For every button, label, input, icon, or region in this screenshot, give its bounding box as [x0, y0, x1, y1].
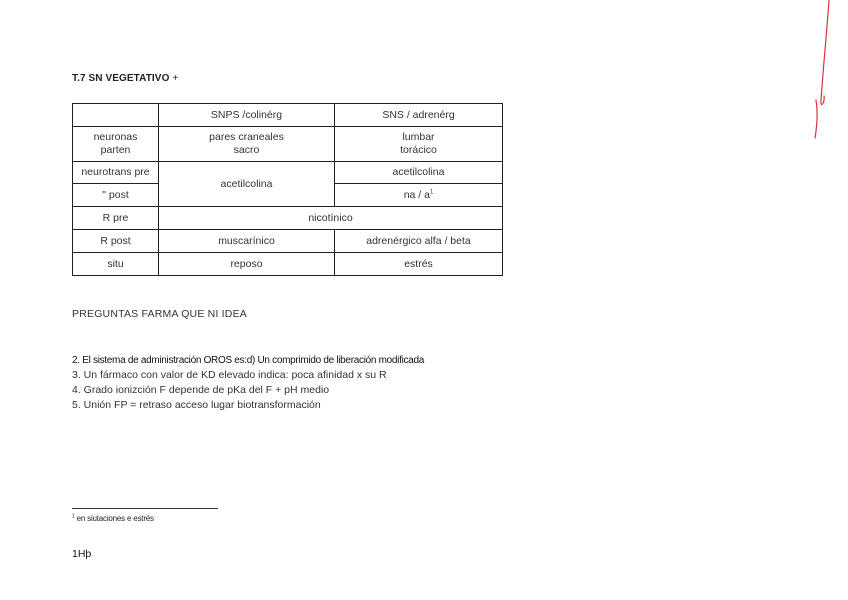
- header-cell-snps: SNPS /colinérg: [159, 104, 335, 127]
- title-mark: +: [172, 73, 179, 84]
- question-item: 2. El sistema de administración OROS es:d) Un comprimido de liberación modificada: [72, 355, 424, 366]
- handwritten-bracket-mark: [805, 0, 835, 140]
- question-item: 4. Grado ionizción F depende de pKa del F + pH medio: [72, 384, 330, 396]
- row-label-r-post: R post: [73, 230, 159, 253]
- cell-line: pares craneales: [209, 131, 284, 143]
- questions-list: [72, 353, 424, 413]
- question-item: 3. Un fármaco con valor de KD elevado indica: poca afinidad x su R: [72, 369, 387, 381]
- page-identifier: 1Hþ: [72, 548, 92, 560]
- table-row-neuronas: [73, 127, 503, 162]
- table-row-neurotrans-pre: [73, 162, 503, 184]
- header-cell-sns: SNS / adrenérg: [335, 104, 503, 127]
- cell-sns-neuronas: [335, 127, 503, 162]
- cell-text: na / a: [403, 188, 430, 201]
- cell-sns-situ: estrés: [335, 253, 503, 276]
- document-title: [72, 73, 178, 84]
- footnote-text: en siutaciones e estrés: [74, 514, 154, 523]
- cell-r-pre: nicotínico: [159, 207, 503, 230]
- cell-sns-r-post: adrenérgico alfa / beta: [335, 230, 503, 253]
- cell-snps-neuronas: [159, 127, 335, 162]
- cell-line: lumbar: [402, 131, 435, 143]
- title-text: T.7 SN VEGETATIVO: [72, 73, 170, 84]
- cell-sns-neurotrans-pre: acetilcolina: [335, 162, 503, 184]
- footnote-ref: 1: [429, 189, 434, 195]
- header-cell-empty: [73, 104, 159, 127]
- row-label-neuronas: [73, 127, 159, 162]
- row-label-situ: situ: [73, 253, 159, 276]
- cell-sns-post: [335, 184, 503, 207]
- cell-snps-r-post: muscarínico: [159, 230, 335, 253]
- table-row-r-pre: [73, 207, 503, 230]
- table-row-situ: [73, 253, 503, 276]
- row-label-r-pre: R pre: [73, 207, 159, 230]
- cell-line: torácico: [400, 144, 437, 156]
- cell-line: sacro: [233, 144, 260, 156]
- row-label-line: neuronas: [93, 131, 138, 143]
- row-label-line: parten: [100, 144, 131, 156]
- cell-snps-neurotrans: acetilcolina: [159, 162, 335, 207]
- row-label-neurotrans-pre: neurotrans pre: [73, 162, 159, 184]
- table-row-r-post: [73, 230, 503, 253]
- section-heading: PREGUNTAS FARMA QUE NI IDEA: [72, 308, 247, 320]
- footnote-divider: [72, 508, 218, 509]
- cell-snps-situ: reposo: [159, 253, 335, 276]
- question-item: 5. Unión FP = retraso acceso lugar biotransformación: [72, 399, 321, 411]
- footnote-mark: 1: [72, 513, 75, 520]
- row-label-post: " post: [73, 184, 159, 207]
- footnote: [72, 514, 154, 523]
- comparison-table: [72, 103, 503, 276]
- table-header-row: [73, 104, 503, 127]
